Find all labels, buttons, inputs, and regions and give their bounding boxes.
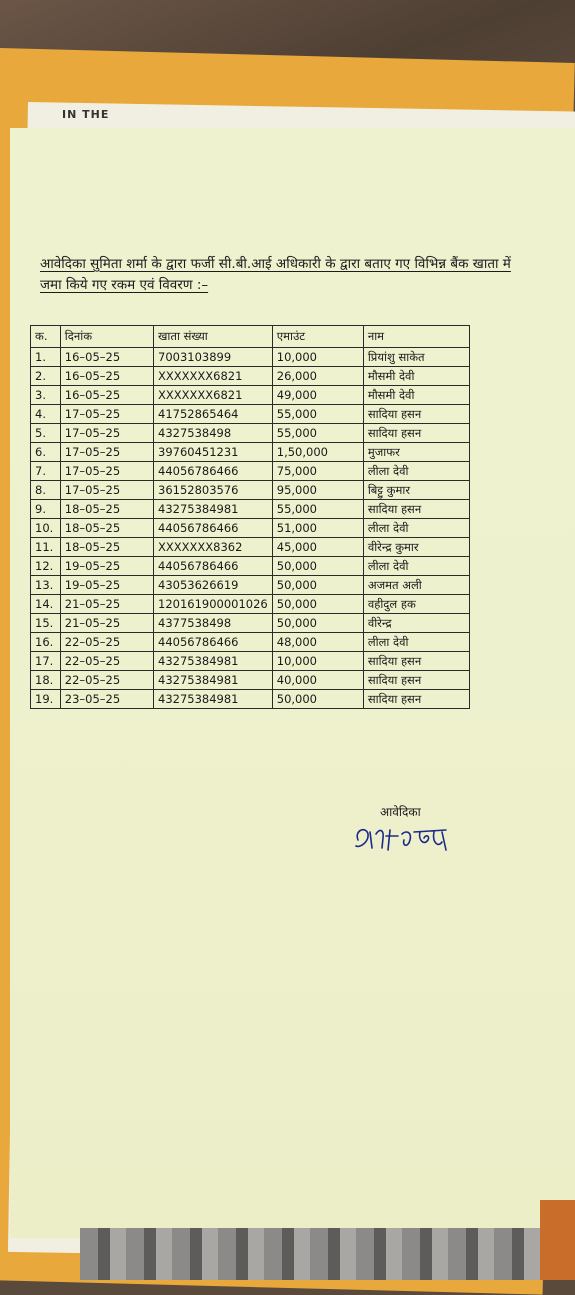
cell-account-number: 43275384981 — [154, 671, 273, 690]
cell-serial: 3. — [31, 386, 61, 405]
table-header-row — [31, 326, 470, 348]
document-heading: आवेदिका सुमिता शर्मा के द्वारा फर्जी सी.बी.आई अधिकारी के द्वारा बताए गए विभिन्न बैंक खाता में जमा किये गए रकम एवं विवरण :– — [40, 256, 511, 293]
header-amount: एमाउंट — [272, 326, 363, 348]
cell-serial: 18. — [31, 671, 61, 690]
cell-date: 17–05–25 — [60, 405, 153, 424]
header-account-number: खाता संख्या — [154, 326, 273, 348]
cell-name: बिट्टु कुमार — [363, 481, 469, 500]
cell-name: लीला देवी — [363, 462, 469, 481]
table-row — [31, 671, 470, 690]
handwritten-signature — [350, 822, 460, 856]
cell-name: सादिया हसन — [363, 500, 469, 519]
table-row — [31, 443, 470, 462]
table-row — [31, 633, 470, 652]
cell-name: मौसमी देवी — [363, 386, 469, 405]
cell-serial: 17. — [31, 652, 61, 671]
cell-account-number: 43053626619 — [154, 576, 273, 595]
cell-name: लीला देवी — [363, 557, 469, 576]
table-row — [31, 424, 470, 443]
cell-serial: 11. — [31, 538, 61, 557]
cell-account-number: 44056786466 — [154, 633, 273, 652]
cell-account-number: 41752865464 — [154, 405, 273, 424]
applicant-label: आवेदिका — [380, 805, 421, 819]
cell-date: 21–05–25 — [60, 595, 153, 614]
cell-amount: 55,000 — [272, 405, 363, 424]
cell-name: वहीदुल हक — [363, 595, 469, 614]
cell-amount: 50,000 — [272, 690, 363, 709]
table-row — [31, 367, 470, 386]
cell-name: मुजाफर — [363, 443, 469, 462]
table-row — [31, 576, 470, 595]
cell-date: 18–05–25 — [60, 500, 153, 519]
cell-serial: 13. — [31, 576, 61, 595]
cell-serial: 14. — [31, 595, 61, 614]
cell-amount: 48,000 — [272, 633, 363, 652]
cell-amount: 10,000 — [272, 652, 363, 671]
cell-name: वीरेन्द्र — [363, 614, 469, 633]
header-date: दिनांक — [60, 326, 153, 348]
cell-serial: 7. — [31, 462, 61, 481]
table-row — [31, 462, 470, 481]
cell-account-number: 39760451231 — [154, 443, 273, 462]
cell-date: 18–05–25 — [60, 519, 153, 538]
cell-account-number: 43275384981 — [154, 500, 273, 519]
table-row — [31, 614, 470, 633]
header-name: नाम — [363, 326, 469, 348]
table-body — [31, 348, 470, 709]
table-row — [31, 500, 470, 519]
cell-serial: 15. — [31, 614, 61, 633]
cell-serial: 2. — [31, 367, 61, 386]
cell-amount: 45,000 — [272, 538, 363, 557]
cell-name: प्रियांशु साकेत — [363, 348, 469, 367]
cell-date: 18–05–25 — [60, 538, 153, 557]
cell-account-number: 4377538498 — [154, 614, 273, 633]
cell-serial: 16. — [31, 633, 61, 652]
cell-account-number: 44056786466 — [154, 462, 273, 481]
cell-date: 22–05–25 — [60, 633, 153, 652]
cell-amount: 51,000 — [272, 519, 363, 538]
cell-serial: 5. — [31, 424, 61, 443]
cell-account-number: 36152803576 — [154, 481, 273, 500]
table-row — [31, 405, 470, 424]
cell-name: मौसमी देवी — [363, 367, 469, 386]
folder-corner — [540, 1200, 575, 1280]
cell-date: 17–05–25 — [60, 462, 153, 481]
cell-serial: 9. — [31, 500, 61, 519]
table-row — [31, 690, 470, 709]
cell-amount: 50,000 — [272, 614, 363, 633]
cell-account-number: 44056786466 — [154, 519, 273, 538]
cell-account-number: XXXXXXX6821 — [154, 386, 273, 405]
cell-date: 22–05–25 — [60, 652, 153, 671]
cell-serial: 12. — [31, 557, 61, 576]
table-row — [31, 557, 470, 576]
cell-date: 19–05–25 — [60, 576, 153, 595]
cell-date: 19–05–25 — [60, 557, 153, 576]
cell-date: 16–05–25 — [60, 348, 153, 367]
cell-amount: 75,000 — [272, 462, 363, 481]
cell-date: 17–05–25 — [60, 424, 153, 443]
cell-account-number: XXXXXXX6821 — [154, 367, 273, 386]
cell-date: 23–05–25 — [60, 690, 153, 709]
transaction-table — [30, 325, 470, 709]
cell-account-number: 43275384981 — [154, 652, 273, 671]
cell-date: 17–05–25 — [60, 481, 153, 500]
cell-serial: 1. — [31, 348, 61, 367]
cell-amount: 50,000 — [272, 557, 363, 576]
cell-name: सादिया हसन — [363, 690, 469, 709]
table-row — [31, 481, 470, 500]
cell-amount: 40,000 — [272, 671, 363, 690]
cell-name: सादिया हसन — [363, 652, 469, 671]
cell-serial: 4. — [31, 405, 61, 424]
cell-name: सादिया हसन — [363, 671, 469, 690]
cell-name: लीला देवी — [363, 633, 469, 652]
table-row — [31, 348, 470, 367]
cell-name: वीरेन्द्र कुमार — [363, 538, 469, 557]
cell-amount: 50,000 — [272, 576, 363, 595]
cell-amount: 55,000 — [272, 500, 363, 519]
cell-account-number: 120161900001026 — [154, 595, 273, 614]
cell-account-number: 4327538498 — [154, 424, 273, 443]
cell-amount: 49,000 — [272, 386, 363, 405]
table-row — [31, 595, 470, 614]
underlying-sheet-text: IN THE — [62, 108, 110, 121]
cell-amount: 50,000 — [272, 595, 363, 614]
cell-name: अजमत अली — [363, 576, 469, 595]
cell-amount: 55,000 — [272, 424, 363, 443]
cell-serial: 10. — [31, 519, 61, 538]
cell-date: 17–05–25 — [60, 443, 153, 462]
cell-account-number: 7003103899 — [154, 348, 273, 367]
cell-name: सादिया हसन — [363, 405, 469, 424]
cell-serial: 6. — [31, 443, 61, 462]
table-row — [31, 538, 470, 557]
cell-date: 16–05–25 — [60, 367, 153, 386]
cell-amount: 26,000 — [272, 367, 363, 386]
table-row — [31, 652, 470, 671]
cell-date: 16–05–25 — [60, 386, 153, 405]
cell-name: सादिया हसन — [363, 424, 469, 443]
cell-serial: 19. — [31, 690, 61, 709]
cell-account-number: XXXXXXX8362 — [154, 538, 273, 557]
cell-amount: 1,50,000 — [272, 443, 363, 462]
cell-serial: 8. — [31, 481, 61, 500]
cell-account-number: 44056786466 — [154, 557, 273, 576]
cell-account-number: 43275384981 — [154, 690, 273, 709]
cell-date: 22–05–25 — [60, 671, 153, 690]
table-row — [31, 386, 470, 405]
table-row — [31, 519, 470, 538]
cell-amount: 95,000 — [272, 481, 363, 500]
header-serial: क. — [31, 326, 61, 348]
cell-name: लीला देवी — [363, 519, 469, 538]
bottom-paper-stack — [80, 1228, 575, 1280]
cell-date: 21–05–25 — [60, 614, 153, 633]
cell-amount: 10,000 — [272, 348, 363, 367]
